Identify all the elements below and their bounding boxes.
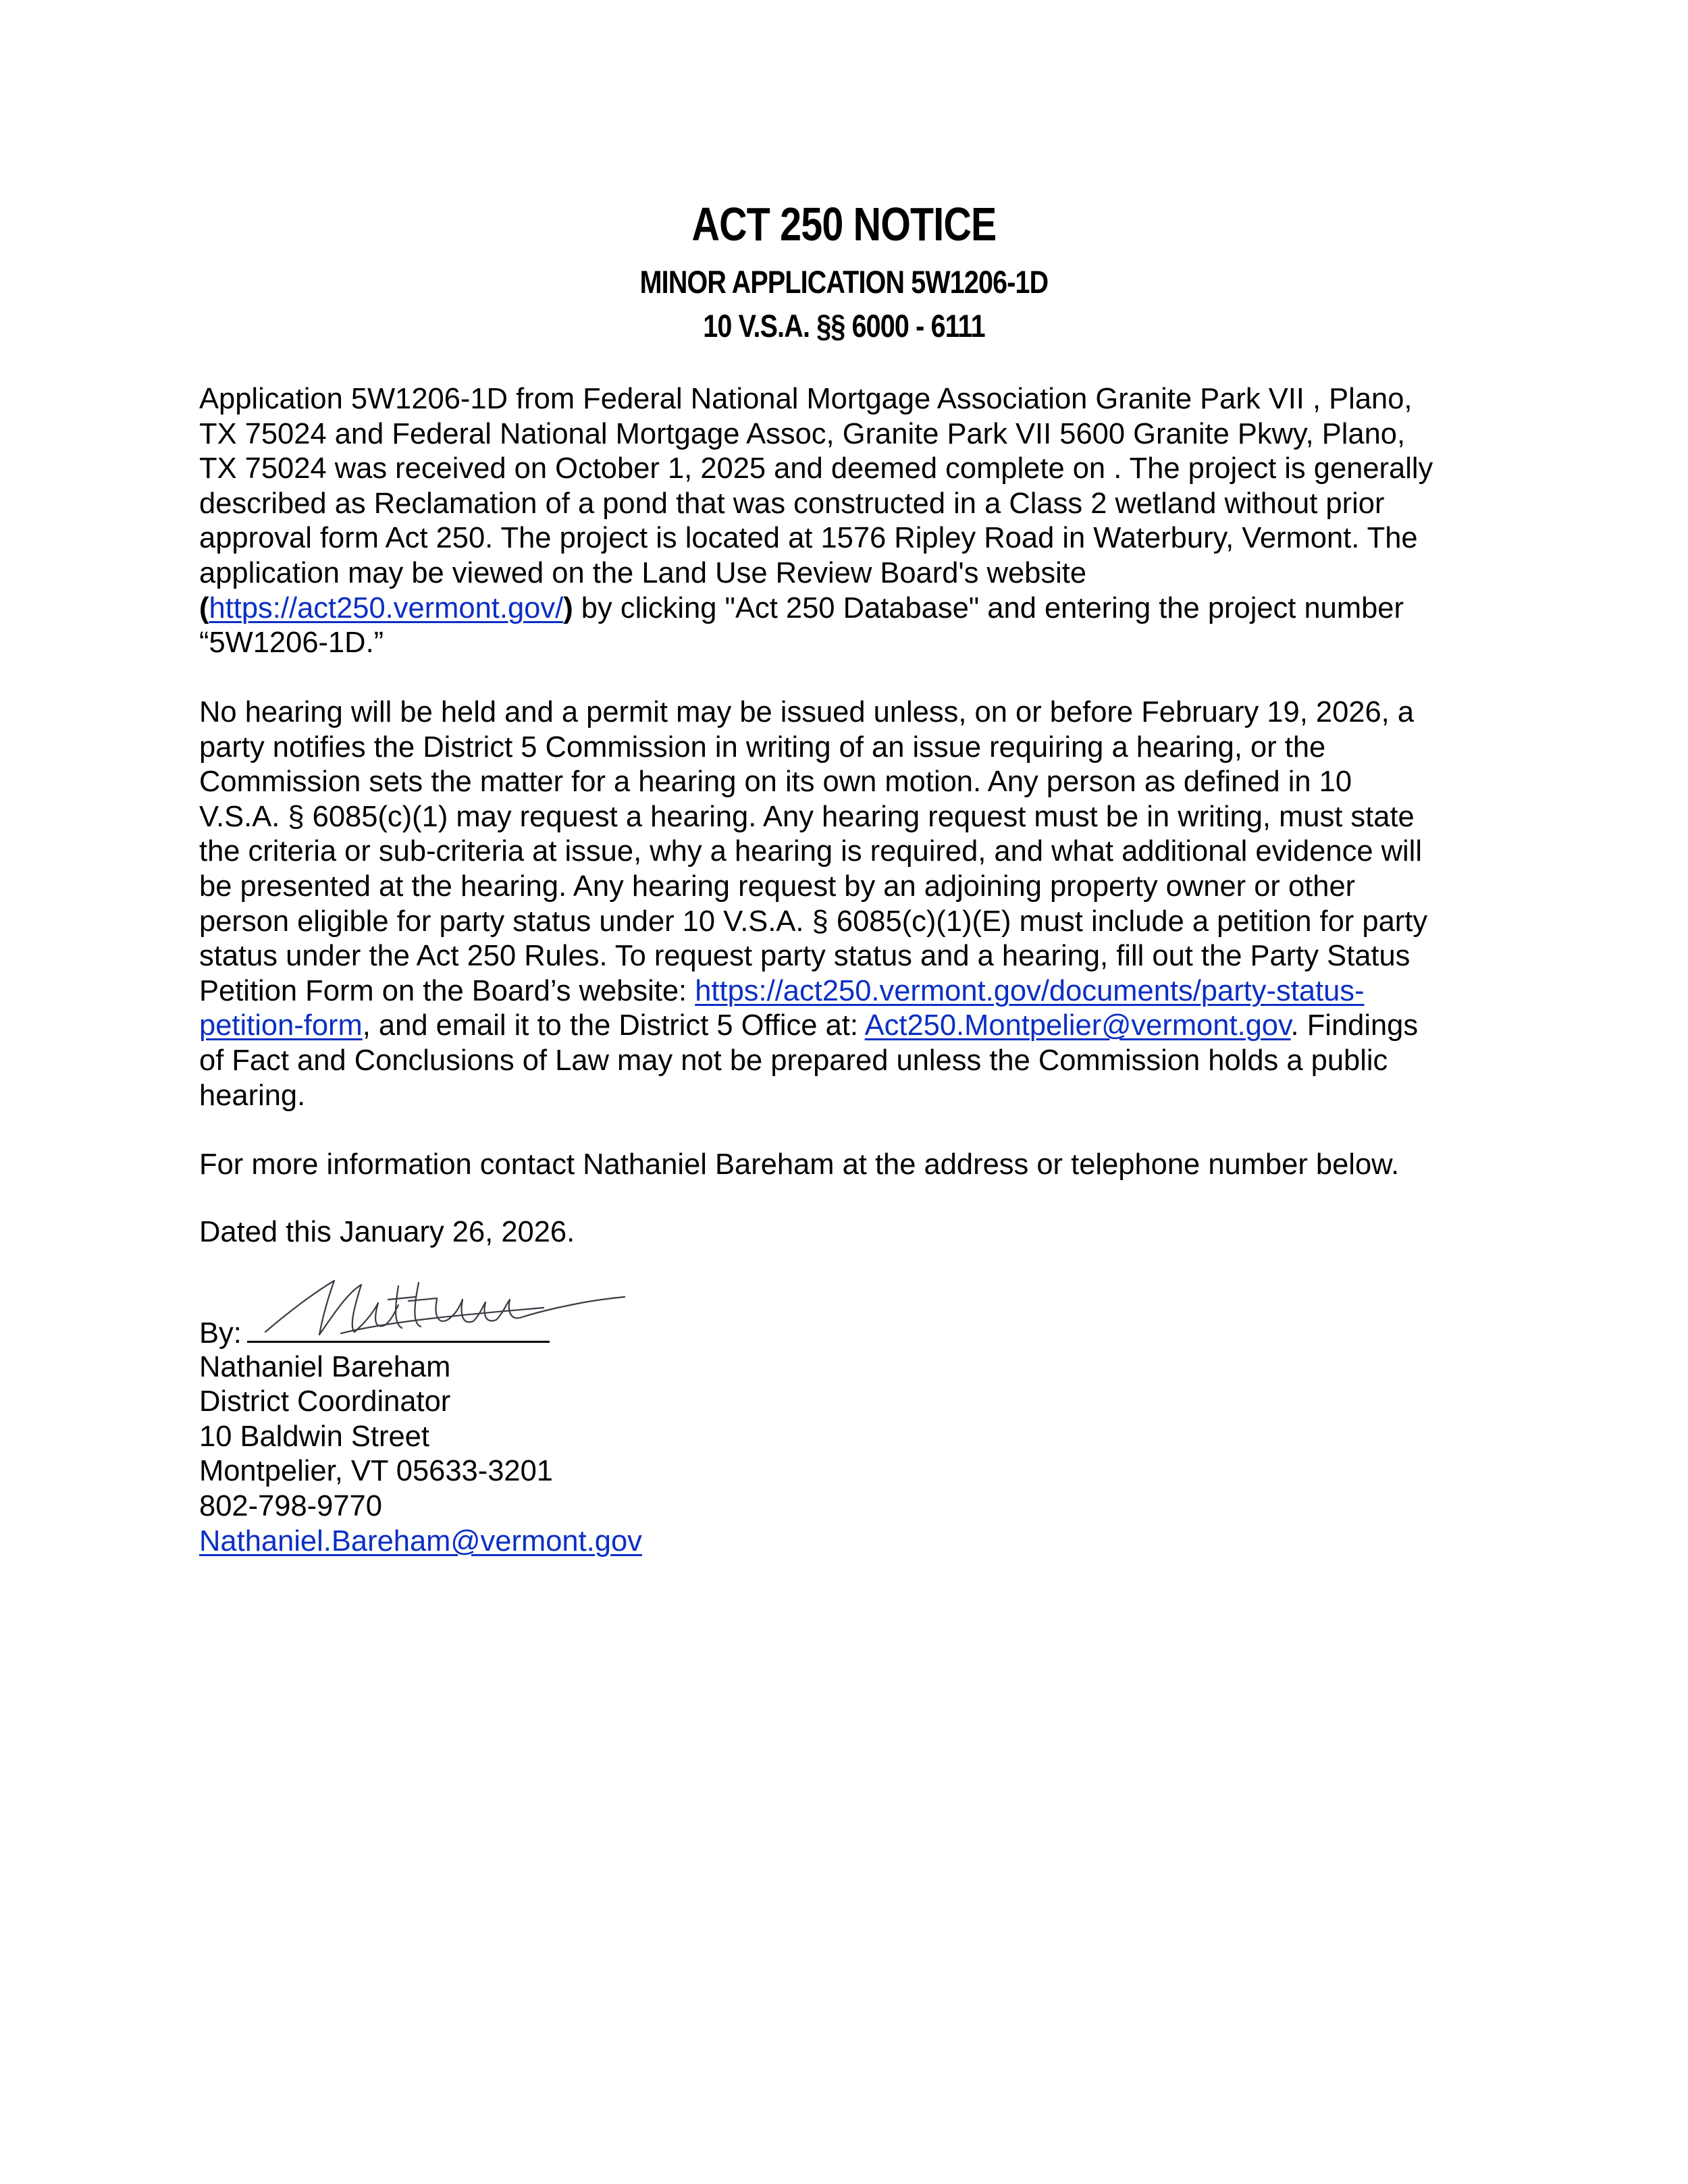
- paragraph-line: party notifies the District 5 Commission in writing of an issue requiring a hearing, or the: [199, 730, 1326, 764]
- open-paren: (: [199, 591, 209, 624]
- paragraph-line: [199, 1009, 1482, 1044]
- paragraph-line: person eligible for party status under 10 V.S.A. § 6085(c)(1)(E) must include a petition for party: [199, 905, 1428, 938]
- paragraph-line: approval form Act 250. The project is located at 1576 Ripley Road in Waterbury, Vermont. The: [199, 522, 1418, 555]
- paragraph-line: of Fact and Conclusions of Law may not be prepared unless the Commission holds a public: [199, 1044, 1388, 1077]
- signature-line: [247, 1315, 550, 1343]
- application-subtitle: MINOR APPLICATION 5W1206-1D: [639, 264, 1049, 300]
- close-paren: ): [563, 591, 573, 624]
- paragraph-line: TX 75024 and Federal National Mortgage Assoc, Granite Park VII 5600 Granite Pkwy, Plano,: [199, 417, 1406, 450]
- signature-block: [199, 1315, 1482, 1559]
- statute-reference: 10 V.S.A. §§ 6000 - 6111: [703, 308, 985, 344]
- paragraph-line: TX 75024 was received on October 1, 2025 and deemed complete on . The project is generally: [199, 452, 1433, 485]
- party-status-form-link[interactable]: https://act250.vermont.gov/documents/party-status-: [695, 974, 1365, 1007]
- paragraph-line: described as Reclamation of a pond that was constructed in a Class 2 wetland without prior: [199, 487, 1385, 520]
- paragraph-line: hearing.: [199, 1079, 306, 1112]
- signer-title: District Coordinator: [199, 1385, 451, 1418]
- party-status-form-link-continued[interactable]: petition-form: [199, 1009, 363, 1042]
- signer-email-link[interactable]: Nathaniel.Bareham@vermont.gov: [199, 1524, 642, 1557]
- office-phone: 802-798-9770: [199, 1489, 382, 1522]
- paragraph-line: Application 5W1206-1D from Federal National Mortgage Association Granite Park VII , Plano,: [199, 383, 1413, 415]
- paragraph-line: Commission sets the matter for a hearing on its own motion. Any person as defined in 10: [199, 766, 1352, 799]
- paragraph-line: the criteria or sub-criteria at issue, why a hearing is required, and what additional evidence will: [199, 835, 1423, 868]
- act250-website-link[interactable]: https://act250.vermont.gov/: [209, 591, 564, 624]
- paragraph-line: “5W1206-1D.”: [199, 627, 384, 660]
- office-city: Montpelier, VT 05633-3201: [199, 1455, 553, 1488]
- paragraph-line: be presented at the hearing. Any hearing request by an adjoining property owner or other: [199, 870, 1356, 903]
- paragraph-text: . Findings: [1290, 1009, 1419, 1042]
- paragraph-line: [199, 591, 1482, 627]
- paragraph-line: Dated this January 26, 2026.: [199, 1216, 575, 1248]
- paragraph-text: by clicking "Act 250 Database" and entering the project number: [573, 591, 1404, 624]
- application-paragraph: [199, 382, 1482, 661]
- by-label: By:: [199, 1317, 242, 1350]
- paragraph-line: For more information contact Nathaniel Bareham at the address or telephone number below.: [199, 1148, 1400, 1181]
- hearing-paragraph: [199, 695, 1482, 1113]
- office-street: 10 Baldwin Street: [199, 1420, 429, 1453]
- paragraph-line: No hearing will be held and a permit may be issued unless, on or before February 19, 2026, a: [199, 696, 1415, 728]
- notice-title: ACT 250 NOTICE: [691, 198, 997, 250]
- paragraph-line: status under the Act 250 Rules. To request party status and a hearing, fill out the Party Status: [199, 940, 1410, 973]
- signer-name: Nathaniel Bareham: [199, 1350, 451, 1383]
- contact-paragraph: [199, 1148, 1482, 1183]
- paragraph-text: , and email it to the District 5 Office at:: [362, 1009, 865, 1042]
- paragraph-line: application may be viewed on the Land Use Review Board's website: [199, 556, 1087, 589]
- paragraph-line: [199, 974, 1482, 1009]
- paragraph-line: V.S.A. § 6085(c)(1) may request a hearing. Any hearing request must be in writing, must state: [199, 800, 1415, 833]
- date-paragraph: [199, 1215, 1482, 1250]
- by-line: [199, 1315, 1482, 1350]
- district-office-email-link[interactable]: Act250.Montpelier@vermont.gov: [864, 1009, 1291, 1042]
- signer-email-line: [199, 1524, 1482, 1560]
- paragraph-text: Petition Form on the Board’s website:: [199, 974, 695, 1007]
